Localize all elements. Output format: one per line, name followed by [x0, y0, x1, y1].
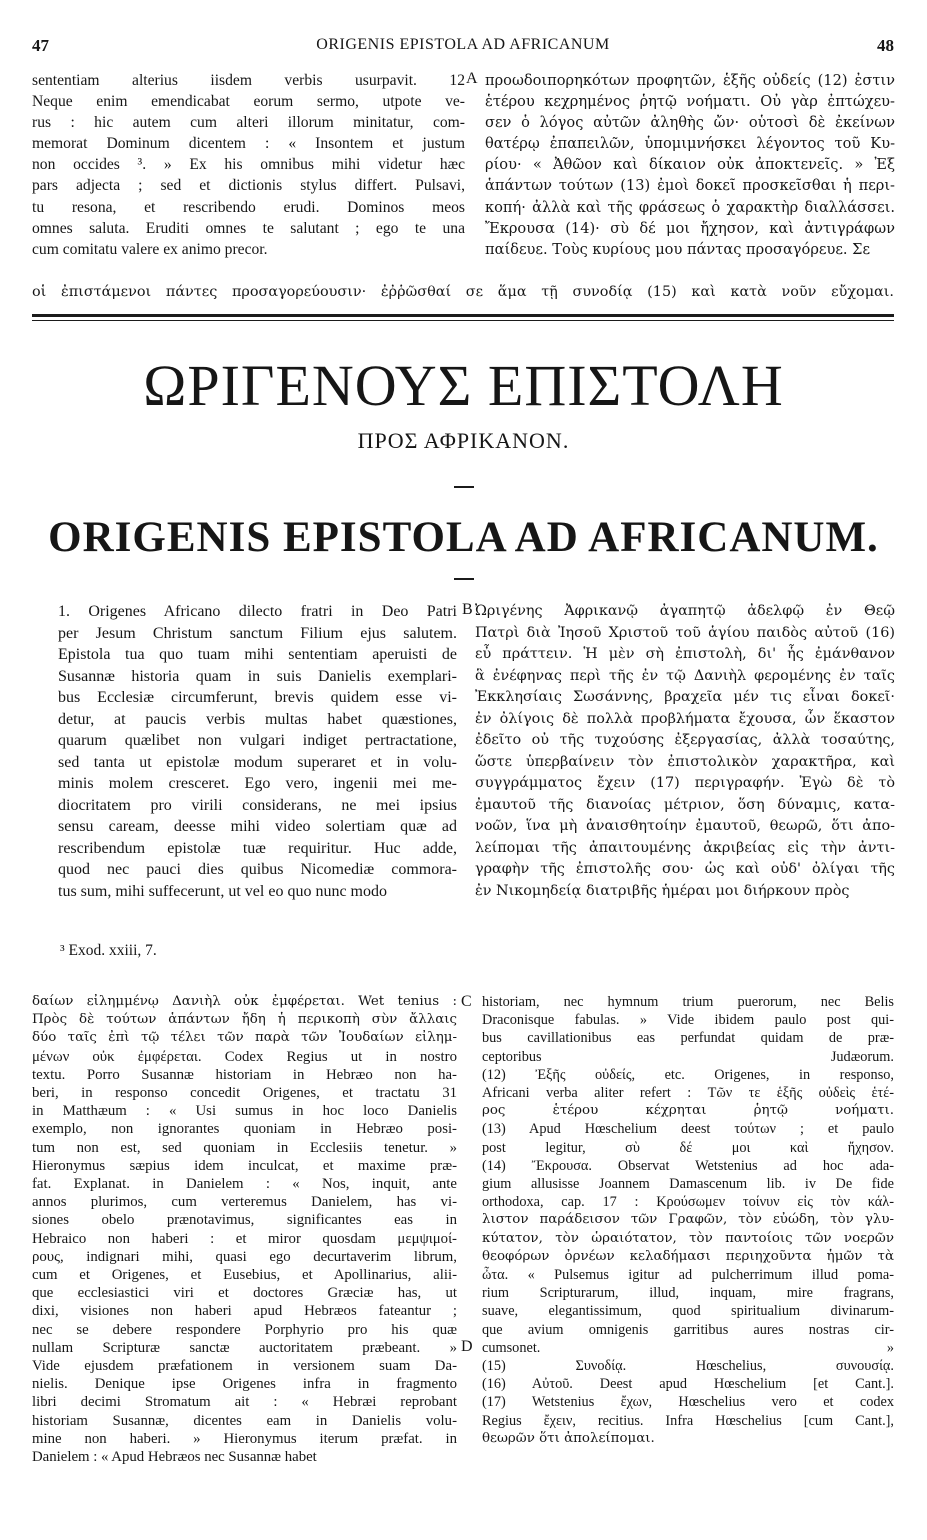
- text-line: omnes saluta. Eruditi omnes te salutant ; ego te una: [32, 219, 465, 237]
- text-line: rescribendum epistolæ tuæ requiritur. Huc adde,: [58, 839, 457, 857]
- text-line: que avium omnigenis garritibus aures nostras cir-: [482, 1321, 894, 1338]
- text-line: tus sum, mihi suffecerunt, ut vel eo quo nunc modo: [58, 882, 387, 900]
- text-line: que ecclesiastici viri et doctores Græciæ has, ut: [32, 1285, 457, 1302]
- greek-closing-line: οἱ ἐπιστάμενοι πάντες προσαγορεύουσιν· ἐῤῥῶσθαί σε ἅμα τῇ συνοδίᾳ (15) καὶ κατὰ νοῦν εὔχομαι.: [32, 284, 894, 300]
- text-line: siones obelo prænotavimus, significantes eas in: [32, 1212, 457, 1229]
- top-greek-column: [485, 70, 895, 260]
- text-line: nielis. Denique ipse Origenes infra in fragmento: [32, 1376, 457, 1393]
- text-line: tum non est, sed quoniam in Ecclesiis tenetur. »: [32, 1139, 457, 1156]
- letter-latin-column: [58, 601, 457, 902]
- text-line: ρίου· « Ἀθῶον καὶ δίκαιον οὐκ ἀποκτενεῖς. » Ἐξ: [485, 156, 895, 174]
- text-line: memorat Dominum dicentem : « Insontem et justum: [32, 135, 465, 153]
- text-line: ὦτα. « Pulsemus igitur ad pulcherrimum illud poma-: [482, 1267, 894, 1284]
- text-line: detur, at paucis verbis multas habet quæstiones,: [58, 710, 457, 728]
- text-line: fat. Explanat. in Danielem : « Nos, inquit, ante: [32, 1176, 457, 1193]
- text-line: λιστον παράδεισον τῶν Γραφῶν, τὸν εὐώδη, τὸν γλυ-: [482, 1212, 894, 1228]
- text-line: γραφὴν τῆς ἐπιστολῆς σου· ὡς καὶ οὐδ' ὀλίγαι τῆς: [475, 861, 895, 877]
- text-line: ἐν Νικομηδείᾳ διατριβῆς ἡμέραι μοι διήρκουν πρὸς: [475, 882, 850, 899]
- text-line: bus Ecclesiæ circumferunt, brevis quidem esse vi-: [58, 689, 457, 706]
- text-line: Hebraico non haberi : et miror quosdam μεμψιμοί-: [32, 1230, 457, 1247]
- text-line: θεωρῶν ὅτι ἀπολείπομαι.: [482, 1430, 655, 1446]
- text-line: ὥστε ὑπερβαίνειν τὸν ἐπιστολικὸν χαρακτῆρα, καὶ: [475, 753, 895, 770]
- text-line: ρους, indignari mihi, quasi ego decurtaverim librum,: [32, 1248, 457, 1265]
- text-line: annos plurimos, cum verteremus Danielem, has vi-: [32, 1194, 457, 1211]
- text-line: 1. Origenes Africano dilecto fratri in Deo Patri: [58, 603, 457, 620]
- text-line: ἐν ὀλίγοις δὲ πολλὰ προβλήματα ἔχουσα, ὧν ἕκαστον: [475, 710, 895, 727]
- text-line: rus : hic autem cum alteri illorum minitatur, com-: [32, 114, 465, 132]
- text-line: ρος ἑτέρου κέχρηται ῥητῷ νοήματι.: [482, 1103, 894, 1119]
- text-line: Ἐκκλησίαις Σωσάννης, βραχεῖα μέν τις εἶναι δοκεῖ·: [475, 689, 895, 705]
- text-line: Vide ejusdem præfationem in versionem suam Da-: [32, 1358, 457, 1375]
- text-line: ἐδεῖτο οὐ τῆς τυχούσης ἐξεργασίας, ἀλλὰ τοσαύτης,: [475, 732, 895, 748]
- footnote: ³ Exod. xxiii, 7.: [60, 942, 157, 959]
- text-line: orthodoxa, cap. 17 : Κρούσωμεν τοίνυν εἰς τὸν κάλ-: [482, 1194, 894, 1211]
- text-line: per Jesum Christum sanctum Filium ejus salutem.: [58, 624, 457, 642]
- text-line: nec se debere respondere Porphyrio pro his quæ: [32, 1321, 457, 1338]
- text-line: dixi, visiones non haberi apud Hebræos fateantur ;: [32, 1303, 457, 1320]
- text-line: in Matthæum : « Usi sumus in hoc loco Danielis: [32, 1103, 457, 1120]
- greek-subtitle: ΠΡΟΣ ΑΦΡΙΚΑΝΟΝ.: [357, 428, 570, 453]
- text-line: ceptoribus Judæorum.: [482, 1048, 894, 1065]
- text-line: rium Scripturarum, illud, inquam, mire fragrans,: [482, 1285, 894, 1302]
- text-line: gium allusisse Joannem Damascenum lib. iv De fide: [482, 1176, 894, 1193]
- text-line: Ἔκρουσα (14)· σὺ δέ μοι ἤχησον, καὶ ἀντιγράφων: [485, 219, 895, 237]
- text-line: ἁπάντων τούτων (13) ἐμοὶ δοκεῖ προσκεῖσθαι ἡ περι-: [485, 177, 895, 195]
- text-line: Ὠριγένης Ἀφρικανῷ ἀγαπητῷ ἀδελφῷ ἐν Θεῷ: [475, 603, 895, 619]
- text-line: (17) Wetstenius ἔχων, Hœschelius vero et codex: [482, 1394, 894, 1411]
- text-line: Africani verba aliter refert : Τῶν τε ἑξῆς οὐδεὶς ἑτέ-: [482, 1085, 894, 1102]
- text-line: Πατρὶ διὰ Ἰησοῦ Χριστοῦ τοῦ ἁγίου παιδὸς αὐτοῦ (16): [475, 624, 895, 641]
- margin-marker-b: B: [462, 601, 473, 618]
- text-line: bus cavillationibus eas perfundat quidam de præ-: [482, 1030, 894, 1047]
- latin-title: ORIGENIS EPISTOLA AD AFRICANUM.: [48, 514, 879, 561]
- title-dash: [454, 578, 474, 580]
- text-line: ἐμαυτοῦ τῆς διανοίας μέτριον, ὅση δύναμις, κατα-: [475, 796, 895, 813]
- text-line: exemplo, non ignorantes quoniam in Hebræo posi-: [32, 1121, 457, 1138]
- text-line: historiam, nec hymnum trium puerorum, nec Belis: [482, 994, 894, 1010]
- text-line: nullam Scripturæ sanctæ auctoritatem præbeant. »: [32, 1339, 457, 1356]
- text-line: λείπομαι τῆς ἀπαιτουμένης ἀκριβείας εἰς τὴν ἀντι-: [475, 839, 895, 856]
- text-line: historiam Susannæ, dicentes eam in Danielis volu-: [32, 1412, 457, 1429]
- text-line: post legitur, σὺ δέ μοι καὶ ἤχησον.: [482, 1139, 894, 1156]
- text-line: θεοφόρων ὀρνέων κελαδήμασι περιηχοῦντα ἡμῶν τὰ: [482, 1248, 894, 1264]
- text-line: diocritatem pro virili considerans, ne mei ipsius: [58, 796, 457, 814]
- text-line: sed tanta ut epistolæ modum superaret et in volu-: [58, 753, 457, 771]
- letter-greek-column: [475, 601, 895, 902]
- text-line: ἑτέρου κεχρημένος ῥητῷ νοήματι. Οὐ γὰρ ἐπτώχευ-: [485, 93, 895, 111]
- text-line: Susannæ historia quam in suis Danielis exemplari-: [58, 667, 457, 685]
- text-line: suave, elegantissimum, quod spiritualium divinarum-: [482, 1303, 894, 1320]
- greek-title: ΩΡΙΓΕΝΟΥΣ ΕΠΙΣΤΟΛΗ: [143, 353, 784, 418]
- text-line: (13) Apud Hœschelium deest τούτων ; et paulo: [482, 1121, 894, 1138]
- margin-marker-a: A: [466, 70, 478, 87]
- text-line: Regius ἔχειν, recitius. Infra Hœschelius [cum Cant.],: [482, 1412, 894, 1429]
- text-line: δύο ταῖς ἐπὶ τῷ τέλει τῶν παρὰ τῶν Ἰουδαίων εἰλημ-: [32, 1030, 457, 1046]
- text-line: Danielem : « Apud Hebræos nec Susannæ habet: [32, 1449, 317, 1466]
- text-line: non occides ³. » Ex his omnibus mihi videtur hæc: [32, 156, 465, 174]
- text-line: προωδοιπορηκότων προφητῶν, ἑξῆς οὐδείς (12) ἐστιν: [485, 72, 895, 89]
- text-line: σεν ὁ λόγος αὐτῶν ἀληθὴς ὤν· οὑτοσὶ δὲ ἐκείνων: [485, 114, 895, 132]
- text-line: sensu caream, deesse mihi video solertiam quæ ad: [58, 818, 457, 835]
- text-line: (14) Ἔκρουσα. Observat Wetstenius ad hoc ada-: [482, 1157, 894, 1174]
- margin-marker-c: C: [461, 993, 472, 1010]
- text-line: παίδευε. Τοὺς κυρίους μου πάντας προσαγόρευε. Σε: [485, 240, 871, 258]
- text-line: (15) Συνοδίᾳ. Hœschelius, συνουσίᾳ.: [482, 1358, 894, 1375]
- text-line: Epistola tua quo tuam mihi sententiam aperuisti de: [58, 646, 457, 663]
- text-line: εὖ πράττειν. Ἡ μὲν σὴ ἐπιστολὴ, δι' ἧς ἐμάνθανον: [475, 646, 895, 662]
- text-line: Neque enim emendicabat eorum sermo, utpote ve-: [32, 93, 465, 111]
- text-line: tu resona, et rescribendo erudi. Dominos meos: [32, 198, 465, 216]
- text-line: θατέρῳ ἐπαπειλῶν, ὑπομιμνήσκει λέγοντος τοῦ Κυ-: [485, 135, 895, 153]
- text-line: κύτατον, τὸν ὡραιότατον, τὸν παντοίοις τῶν νοερῶν: [482, 1230, 894, 1246]
- text-line: Draconisque fabulas. » Vide ibidem paulo post qui-: [482, 1012, 894, 1029]
- top-latin-column: [32, 70, 465, 260]
- section-rule-thick: [32, 314, 894, 317]
- text-line: pars adjecta ; sed et dictionis stylus differt. Pulsavi,: [32, 177, 465, 195]
- text-line: cumsonet. »: [482, 1339, 894, 1356]
- running-title: ORIGENIS EPISTOLA AD AFRICANUM: [316, 36, 610, 53]
- text-line: mine non haberi. » Hieronymus iterum præfat. in: [32, 1430, 457, 1447]
- text-line: ἃ ἐνέφηνας περὶ τῆς ἐν τῷ Δανιὴλ φερομένης ἐν ταῖς: [475, 667, 895, 684]
- text-line: sententiam alterius iisdem verbis usurpavit. 12: [32, 72, 465, 89]
- text-line: quarum quælibet non vulgari indiget pertractatione,: [58, 732, 457, 749]
- text-line: μένων οὐκ ἐμφέρεται. Codex Regius ut in nostro: [32, 1048, 457, 1065]
- page-number-right: 48: [877, 36, 894, 55]
- text-line: quod nec pauci dies quibus Nicomediæ commora-: [58, 861, 457, 878]
- text-line: Hieronymus sæpius idem inculcat, et maxime præ-: [32, 1157, 457, 1174]
- text-line: beri, in responso concedit Origenes, et tractatu 31: [32, 1085, 457, 1102]
- page-number-left: 47: [32, 36, 49, 55]
- text-line: cum comitatu valere ex animo precor.: [32, 240, 268, 258]
- text-line: κοπή· ἀλλὰ καὶ τῆς φράσεως ὁ χαρακτὴρ διαλλάσσει.: [485, 198, 895, 216]
- title-dash: [454, 486, 474, 488]
- text-line: cum et Origenes, et Eusebius, et Apollinarius, alii-: [32, 1267, 457, 1284]
- page-header: [32, 36, 894, 58]
- text-line: (12) Ἐξῆς οὐδείς, etc. Origenes, in responso,: [482, 1066, 894, 1083]
- text-line: (16) Αὐτοῦ. Deest apud Hœschelium [et Cant.].: [482, 1376, 894, 1393]
- notes-left-column: [32, 993, 457, 1466]
- text-line: δαίων εἰλημμένῳ Δανιὴλ οὐκ ἐμφέρεται. Wet tenius :: [32, 994, 457, 1009]
- text-line: νοῶν, ἵνα μὴ ἀναισθητοίην ἐμαυτοῦ, θεωρῶ, ὅτι ἀπο-: [475, 818, 895, 834]
- section-rule-thin: [32, 320, 894, 321]
- text-line: minis molem cresceret. Ego vero, ingenii mei me-: [58, 775, 457, 792]
- notes-right-column: [482, 993, 894, 1448]
- text-line: libri decimi Stromatum ait : « Hebræi reprobant: [32, 1394, 457, 1411]
- margin-marker-d: D: [461, 1338, 473, 1355]
- text-line: textu. Porro Susannæ historiam in Hebræo non ha-: [32, 1066, 457, 1083]
- text-line: συγγράμματος ἔχειν (17) περιγραφήν. Ἐγὼ δὲ τὸ: [475, 775, 895, 791]
- text-line: Πρὸς δὲ τούτων ἁπάντων ἤδη ἡ περικοπὴ σὺν ἄλλαις: [32, 1012, 457, 1028]
